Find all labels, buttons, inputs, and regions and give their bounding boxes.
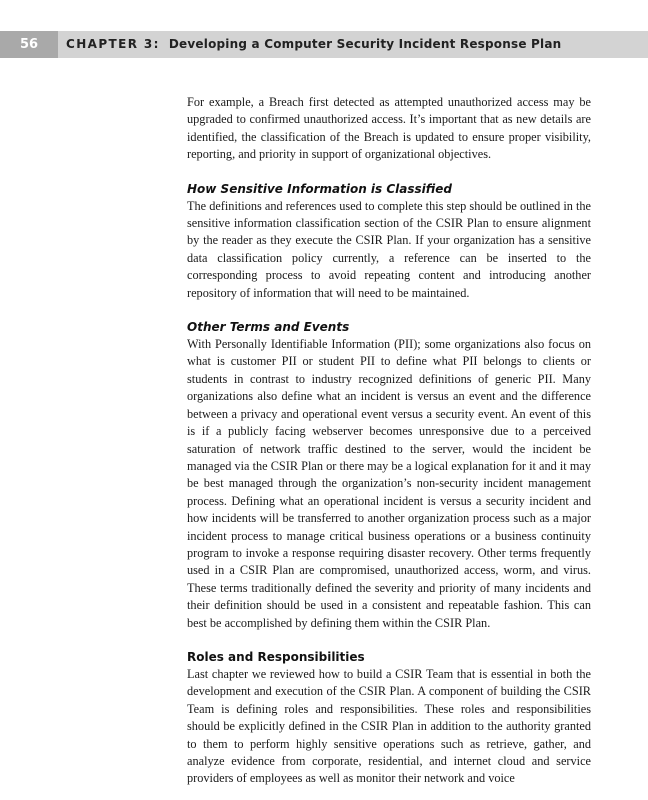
page-number: 56 <box>0 31 58 58</box>
chapter-title: Developing a Computer Security Incident Response Plan <box>168 37 562 51</box>
chapter-heading <box>66 31 561 58</box>
section-heading-roles: Roles and Responsibilities <box>187 649 365 664</box>
section-paragraph-sensitive-information: The definitions and references used to complete this step should be outlined in the sensitive information classification section of the CSIR Plan to ensure alignment by the reader as they execute the CSIR Plan. If your organization has a sensitive data classification policy currently, a reference can be inserted to the corresponding process to avoid repeating content and introducing another repository of information that will need to be maintained. <box>187 198 591 300</box>
running-header <box>0 31 648 58</box>
intro-paragraph: For example, a Breach first detected as attempted unauthorized access may be upgraded to confirmed unauthorized access. It’s important that as new details are identified, the classification of the Breach is updated to ensure proper visibility, reporting, and priority in support of organizational objectives. <box>187 95 591 162</box>
section-heading-other-terms: Other Terms and Events <box>187 320 350 335</box>
chapter-label: CHAPTER 3: <box>66 37 160 51</box>
page-body <box>187 94 591 788</box>
section-paragraph-other-terms: With Personally Identifiable Information (PII); some organizations also focus on what is customer PII or student PII to define what PII belongs to clients or students in contrast to industry recognized definitions of generic PII. Many organizations also define what an incident is versus an event and the difference between a privacy and operational event versus a security event. An event of this is if a publicly facing webserver becomes unresponsive due to a perceived saturation of network traffic destined to the server, would the incident be managed via the CSIR Plan or there may be a logical explanation for it and it may be best managed through the organization’s non-security incident management process. Defining what an operational incident is versus a security incident and how incidents will be transferred to another organization process such as a major incident process to manage critical business operations or a business continuity program to invoke a response requiring disaster recovery. Other terms frequently used in a CSIR Plan are compromised, unauthorized access, worm, and virus. These terms traditionally defined the severity and priority of many incidents and their definition should be used in a consistent and repeatable fashion. This can best be accomplished by defining them within the CSIR Plan. <box>187 337 591 630</box>
section-paragraph-roles: Last chapter we reviewed how to build a CSIR Team that is essential in both the development and execution of the CSIR Plan. A component of building the CSIR Team is defining roles and responsibilities. These roles and responsibilities should be explicitly defined in the CSIR Plan in addition to the authority granted to them to perform highly sensitive operations such as retrieve, gather, and analyze evidence from corporate, residential, and internet cloud and service providers of employees as well as monitor their network and voice <box>187 666 591 786</box>
section-heading-sensitive-information: How Sensitive Information is Classified <box>187 181 452 196</box>
